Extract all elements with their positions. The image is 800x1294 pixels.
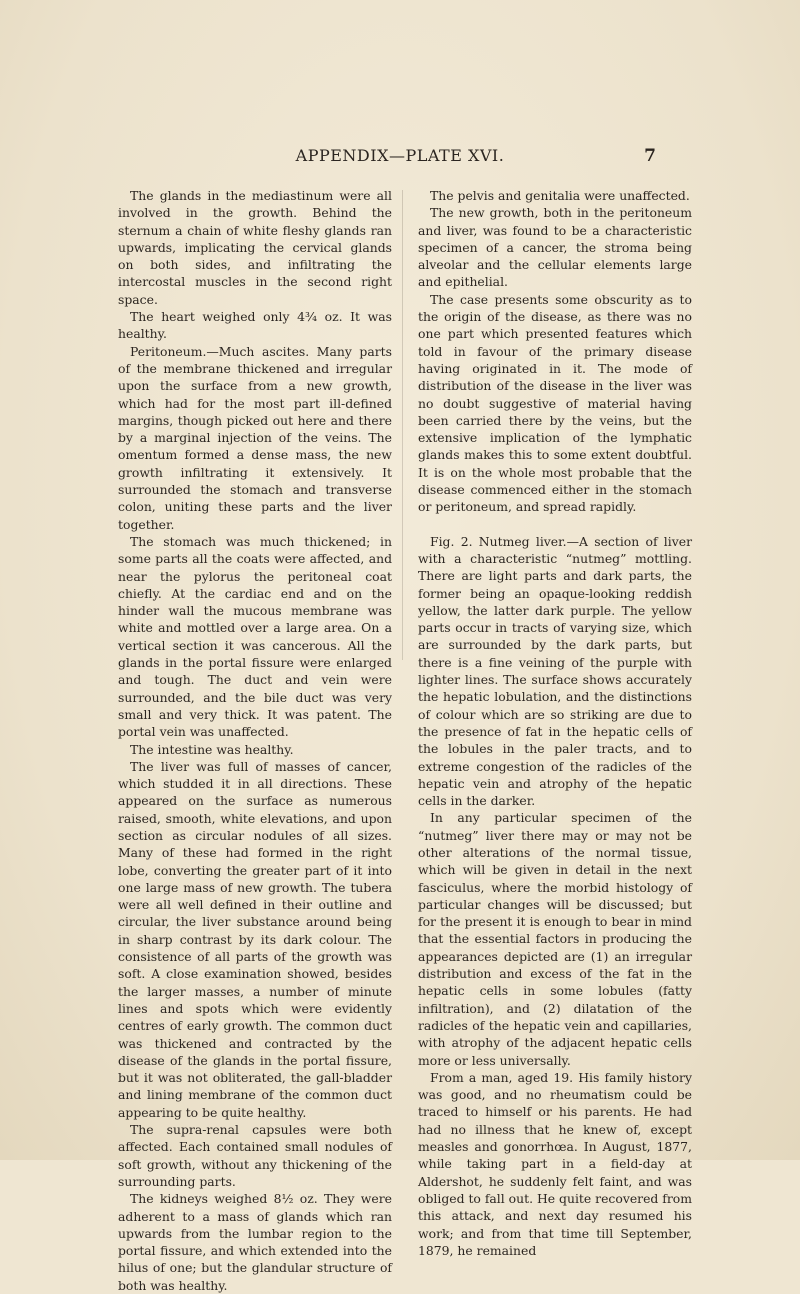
left-column: [118, 187, 392, 1294]
paragraph-pelvis: The pelvis and genitalia were unaffected.: [430, 188, 690, 203]
paragraph-peritoneum: Peritoneum.—Much ascites. Many parts of the membrane thickened and irregular upon the surface from a new growth, which had for the most part ill-defined margins, though picked out here and there by a marginal injection of the veins. The omentum formed a dense mass, the new growth infiltrating it extensively. It surrounded the stomach and transverse colon, uniting these parts and the liver together.: [118, 343, 392, 532]
paragraph-nutmeg-specimen: In any particular specimen of the “nutmeg” liver there may or may not be other alterations of the normal tissue, which will be given in detail in the next fasciculus, where the morbid histology of particular changes will be discussed; but for the present it is enough to bear in mind that the essential factors in producing the appearances depicted are (1) an irregular distribution and excess of the fat in the hepatic cells in some lobules (fatty infiltration), and (2) dilatation of the radicles of the hepatic vein and capillaries, with atrophy of the adjacent hepatic cells more or less universally.: [418, 810, 692, 1068]
column-divider: [402, 190, 403, 660]
paragraph-new-growth: The new growth, both in the peritoneum and liver, was found to be a characteristic specimen of a cancer, the stroma being alveolar and the cellular elements large and epithelial.: [418, 205, 692, 290]
paragraph-supra-renal: The supra-renal capsules were both affected. Each contained small nodules of soft growth, without any thickening of the surrounding parts.: [118, 1122, 392, 1189]
page-number: 7: [644, 146, 656, 166]
paragraph-kidneys: The kidneys weighed 8½ oz. They were adherent to a mass of glands which ran upwards from the lumbar region to the portal fissure, and which extended into the hilus of one; but the glandular structure of both was healthy.: [118, 1191, 392, 1293]
paragraph-intestine: The intestine was healthy.: [130, 741, 294, 757]
paragraph-case-history: From a man, aged 19. His family history was good, and no rheumatism could be traced to himself or his parents. He had had no illness that he knew of, except measles and gonorrhœa. In August, 1877, while taking part in a field-day at Aldershot, he suddenly felt faint, and was obliged to fall out. He quite recovered from this attack, and next day resumed his work; and from that time till September, 1879, he remained: [418, 1069, 692, 1258]
running-header: [0, 146, 800, 170]
paragraph-liver: The liver was full of masses of cancer, which studded it in all directions. These appeared on the surface as numerous raised, smooth, white elevations, and upon section as circular nodules of all sizes. Many of these had formed in the right lobe, converting the greater part of it into one large mass of new growth. The tubera were all well defined in their outline and circular, the liver substance around being in sharp contrast by its dark colour. The consistence of all parts of the growth was soft. A close examination showed, besides the larger masses, a number of minute lines and spots which were evidently centres of early growth. The common duct was thickened and contracted by the disease of the glands in the portal fissure, but it was not obliterated, the gall-bladder and lining membrane of the common duct appearing to be quite healthy.: [118, 758, 392, 1120]
paragraph-case-origin: The case presents some obscurity as to the origin of the disease, as there was no one part which presented features which told in favour of the primary disease having originated in it. The mode of distribution of the disease in the liver was no doubt suggestive of material having been carried there by the veins, but the extensive implication of the lymphatic glands makes this to some extent doubtful. It is on the whole most probable that the disease commenced either in the stomach or peritoneum, and spread rapidly.: [418, 291, 692, 515]
running-title: APPENDIX—PLATE XVI.: [295, 146, 505, 165]
paragraph-fig-2-nutmeg-liver: Fig. 2. Nutmeg liver.—A section of liver with a characteristic “nutmeg” mottling. There are light parts and dark parts, the former being an opaque-looking reddish yellow, the latter dark purple. The yellow parts occur in tracts of varying size, which are surrounded by the dark parts, but there is a fine veining of the purple with lighter lines. The surface shows accurately the hepatic lobulation, and the distinctions of colour which are so striking are due to the presence of fat in the hepatic cells of the lobules in the paler tracts, and to extreme congestion of the radicles of the hepatic vein and atrophy of the hepatic cells in the darker.: [418, 533, 692, 809]
paragraph-mediastinum: The glands in the mediastinum were all involved in the growth. Behind the sternum a chain of white fleshy glands ran upwards, implicating the cervical glands on both sides, and infiltrating the intercostal muscles in the second right space.: [118, 188, 392, 307]
right-column: [418, 187, 692, 1259]
paragraph-stomach: The stomach was much thickened; in some parts all the coats were affected, and near the pylorus the peritoneal coat chiefly. At the cardiac end and on the hinder wall the mucous membrane was white and mottled over a large area. On a vertical section it was cancerous. All the glands in the portal fissure were enlarged and tough. The duct and vein were surrounded, and the bile duct was very small and very thick. It was patent. The portal vein was unaffected.: [118, 533, 392, 740]
paragraph-heart: The heart weighed only 4¾ oz. It was healthy.: [118, 309, 392, 342]
